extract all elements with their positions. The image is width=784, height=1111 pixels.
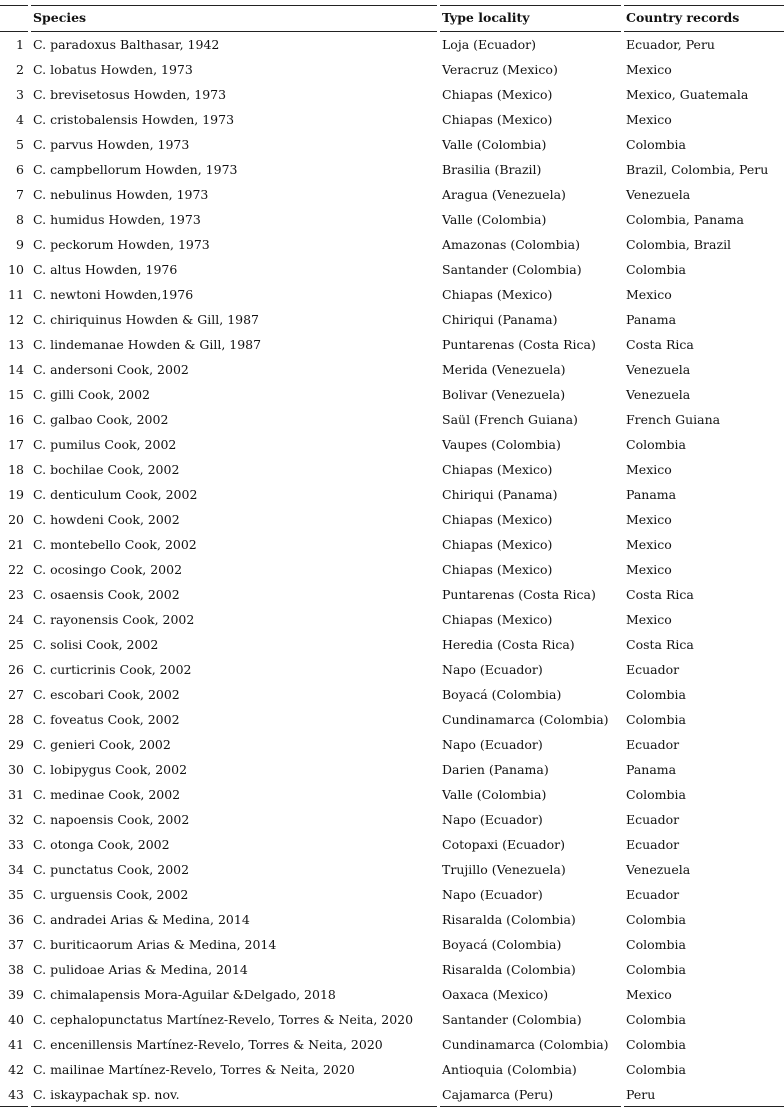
table-row <box>0 932 784 957</box>
row-number: 21 <box>8 536 24 552</box>
row-number: 4 <box>16 111 24 127</box>
country-records: Venezuela <box>626 386 691 402</box>
row-number: 2 <box>16 61 24 77</box>
row-number: 33 <box>8 836 24 852</box>
country-records: Colombia <box>626 261 686 277</box>
row-number: 1 <box>16 36 24 52</box>
country-records: Colombia, Brazil <box>626 236 732 252</box>
species-name: C. cristobalensis Howden, 1973 <box>33 111 235 127</box>
country-records: Colombia, Panama <box>626 211 744 227</box>
table-row <box>0 857 784 882</box>
row-number: 42 <box>8 1061 24 1077</box>
type-locality: Chiapas (Mexico) <box>442 611 553 627</box>
table-row <box>0 207 784 232</box>
table-header <box>0 5 784 30</box>
header-species: Species <box>33 10 87 25</box>
species-name: C. lobipygus Cook, 2002 <box>33 761 188 777</box>
type-locality: Risaralda (Colombia) <box>442 961 576 977</box>
species-name: C. nebulinus Howden, 1973 <box>33 186 209 202</box>
type-locality: Valle (Colombia) <box>442 211 547 227</box>
table-row <box>0 957 784 982</box>
country-records: Peru <box>626 1086 656 1102</box>
species-name: C. ocosingo Cook, 2002 <box>33 561 183 577</box>
table-row <box>0 457 784 482</box>
species-name: C. genieri Cook, 2002 <box>33 736 171 752</box>
table-row <box>0 482 784 507</box>
type-locality: Cundinamarca (Colombia) <box>442 1036 609 1052</box>
header-country-records: Country records <box>626 10 740 25</box>
table-row <box>0 357 784 382</box>
table-row <box>0 82 784 107</box>
row-number: 34 <box>8 861 24 877</box>
row-number: 15 <box>8 386 24 402</box>
type-locality: Chiapas (Mexico) <box>442 86 553 102</box>
species-name: C. andersoni Cook, 2002 <box>33 361 189 377</box>
species-name: C. parvus Howden, 1973 <box>33 136 190 152</box>
country-records: Venezuela <box>626 186 691 202</box>
species-name: C. escobari Cook, 2002 <box>33 686 180 702</box>
row-number: 12 <box>8 311 24 327</box>
table-row <box>0 282 784 307</box>
type-locality: Santander (Colombia) <box>442 261 582 277</box>
table-row <box>0 532 784 557</box>
table-row <box>0 182 784 207</box>
country-records: Ecuador <box>626 736 680 752</box>
country-records: Mexico <box>626 611 672 627</box>
country-records: Mexico <box>626 461 672 477</box>
species-name: C. paradoxus Balthasar, 1942 <box>33 36 220 52</box>
species-name: C. napoensis Cook, 2002 <box>33 811 190 827</box>
country-records: Ecuador <box>626 661 680 677</box>
table-row <box>0 382 784 407</box>
row-number: 3 <box>16 86 24 102</box>
type-locality: Napo (Ecuador) <box>442 661 543 677</box>
table-row <box>0 632 784 657</box>
country-records: Colombia <box>626 711 686 727</box>
table-row <box>0 682 784 707</box>
row-number: 31 <box>8 786 24 802</box>
bottom-rule <box>440 1106 621 1107</box>
country-records: Mexico, Guatemala <box>626 86 749 102</box>
species-name: C. pumilus Cook, 2002 <box>33 436 177 452</box>
country-records: Ecuador <box>626 811 680 827</box>
row-number: 14 <box>8 361 24 377</box>
species-name: C. brevisetosus Howden, 1973 <box>33 86 227 102</box>
bottom-rule <box>31 1106 437 1107</box>
species-name: C. gilli Cook, 2002 <box>33 386 150 402</box>
row-number: 11 <box>8 286 24 302</box>
type-locality: Antioquia (Colombia) <box>442 1061 577 1077</box>
country-records: Colombia <box>626 436 686 452</box>
type-locality: Oaxaca (Mexico) <box>442 986 549 1002</box>
type-locality: Valle (Colombia) <box>442 786 547 802</box>
row-number: 38 <box>8 961 24 977</box>
table-row <box>0 407 784 432</box>
species-name: C. medinae Cook, 2002 <box>33 786 181 802</box>
species-name: C. peckorum Howden, 1973 <box>33 236 210 252</box>
table-row <box>0 1057 784 1082</box>
type-locality: Chiapas (Mexico) <box>442 511 553 527</box>
species-name: C. lobatus Howden, 1973 <box>33 61 193 77</box>
table-row <box>0 607 784 632</box>
table-row <box>0 1007 784 1032</box>
type-locality: Amazonas (Colombia) <box>442 236 581 252</box>
table-row <box>0 157 784 182</box>
species-name: C. encenillensis Martínez-Revelo, Torres & Neita, 2020 <box>33 1036 383 1052</box>
species-name: C. campbellorum Howden, 1973 <box>33 161 238 177</box>
country-records: Venezuela <box>626 361 691 377</box>
type-locality: Chiapas (Mexico) <box>442 561 553 577</box>
country-records: Costa Rica <box>626 336 694 352</box>
country-records: Mexico <box>626 61 672 77</box>
species-name: C. bochilae Cook, 2002 <box>33 461 180 477</box>
country-records: Colombia <box>626 136 686 152</box>
table-row <box>0 582 784 607</box>
type-locality: Boyacá (Colombia) <box>442 686 562 702</box>
row-number: 36 <box>8 911 24 927</box>
type-locality: Cotopaxi (Ecuador) <box>442 836 565 852</box>
table-row <box>0 1082 784 1107</box>
species-name: C. montebello Cook, 2002 <box>33 536 197 552</box>
species-name: C. foveatus Cook, 2002 <box>33 711 180 727</box>
type-locality: Valle (Colombia) <box>442 136 547 152</box>
type-locality: Chiriqui (Panama) <box>442 311 558 327</box>
country-records: Colombia <box>626 961 686 977</box>
table-row <box>0 782 784 807</box>
row-number: 16 <box>8 411 24 427</box>
type-locality: Bolivar (Venezuela) <box>442 386 566 402</box>
country-records: Ecuador <box>626 836 680 852</box>
type-locality: Risaralda (Colombia) <box>442 911 576 927</box>
table-row <box>0 107 784 132</box>
row-number: 18 <box>8 461 24 477</box>
row-number: 29 <box>8 736 24 752</box>
type-locality: Darien (Panama) <box>442 761 549 777</box>
table-row <box>0 332 784 357</box>
table-row <box>0 882 784 907</box>
type-locality: Puntarenas (Costa Rica) <box>442 586 596 602</box>
country-records: Colombia <box>626 786 686 802</box>
country-records: Brazil, Colombia, Peru <box>626 161 769 177</box>
species-name: C. curticrinis Cook, 2002 <box>33 661 192 677</box>
table-row <box>0 32 784 57</box>
table-row <box>0 507 784 532</box>
country-records: Ecuador, Peru <box>626 36 715 52</box>
row-number: 10 <box>8 261 24 277</box>
country-records: Venezuela <box>626 861 691 877</box>
country-records: Panama <box>626 761 677 777</box>
row-number: 26 <box>8 661 24 677</box>
species-name: C. urguensis Cook, 2002 <box>33 886 189 902</box>
row-number: 37 <box>8 936 24 952</box>
species-name: C. howdeni Cook, 2002 <box>33 511 180 527</box>
species-name: C. mailinae Martínez-Revelo, Torres & Neita, 2020 <box>33 1061 355 1077</box>
type-locality: Chiapas (Mexico) <box>442 461 553 477</box>
row-number: 28 <box>8 711 24 727</box>
type-locality: Napo (Ecuador) <box>442 886 543 902</box>
table-row <box>0 707 784 732</box>
row-number: 9 <box>16 236 24 252</box>
species-name: C. humidus Howden, 1973 <box>33 211 201 227</box>
row-number: 30 <box>8 761 24 777</box>
type-locality: Chiriqui (Panama) <box>442 486 558 502</box>
row-number: 24 <box>8 611 24 627</box>
species-name: C. solisi Cook, 2002 <box>33 636 159 652</box>
country-records: French Guiana <box>626 411 721 427</box>
type-locality: Saül (French Guiana) <box>442 411 578 427</box>
table-row <box>0 557 784 582</box>
country-records: Mexico <box>626 286 672 302</box>
type-locality: Chiapas (Mexico) <box>442 111 553 127</box>
row-number: 13 <box>8 336 24 352</box>
table-row <box>0 807 784 832</box>
country-records: Colombia <box>626 686 686 702</box>
row-number: 32 <box>8 811 24 827</box>
type-locality: Heredia (Costa Rica) <box>442 636 575 652</box>
type-locality: Loja (Ecuador) <box>442 36 537 52</box>
row-number: 5 <box>16 136 24 152</box>
country-records: Panama <box>626 311 677 327</box>
species-name: C. rayonensis Cook, 2002 <box>33 611 195 627</box>
row-number: 22 <box>8 561 24 577</box>
table-row <box>0 57 784 82</box>
table-row <box>0 832 784 857</box>
species-name: C. iskaypachak sp. nov. <box>33 1086 180 1102</box>
country-records: Colombia <box>626 1011 686 1027</box>
bottom-rule <box>624 1106 784 1107</box>
type-locality: Brasilia (Brazil) <box>442 161 542 177</box>
table-row <box>0 132 784 157</box>
country-records: Colombia <box>626 1036 686 1052</box>
row-number: 7 <box>16 186 24 202</box>
country-records: Costa Rica <box>626 586 694 602</box>
type-locality: Napo (Ecuador) <box>442 736 543 752</box>
country-records: Ecuador <box>626 886 680 902</box>
species-name: C. punctatus Cook, 2002 <box>33 861 190 877</box>
row-number: 35 <box>8 886 24 902</box>
species-name: C. cephalopunctatus Martínez-Revelo, Torres & Neita, 2020 <box>33 1011 414 1027</box>
row-number: 43 <box>8 1086 24 1102</box>
type-locality: Puntarenas (Costa Rica) <box>442 336 596 352</box>
table-row <box>0 432 784 457</box>
country-records: Mexico <box>626 561 672 577</box>
type-locality: Aragua (Venezuela) <box>442 186 566 202</box>
country-records: Mexico <box>626 511 672 527</box>
country-records: Mexico <box>626 536 672 552</box>
table-row <box>0 757 784 782</box>
type-locality: Merida (Venezuela) <box>442 361 566 377</box>
table-row <box>0 232 784 257</box>
species-name: C. chiriquinus Howden & Gill, 1987 <box>33 311 260 327</box>
species-name: C. chimalapensis Mora-Aguilar &Delgado, 2018 <box>33 986 336 1002</box>
type-locality: Santander (Colombia) <box>442 1011 582 1027</box>
species-name: C. andradei Arias & Medina, 2014 <box>33 911 250 927</box>
species-name: C. osaensis Cook, 2002 <box>33 586 180 602</box>
table-row <box>0 1032 784 1057</box>
row-number: 17 <box>8 436 24 452</box>
table-row <box>0 257 784 282</box>
type-locality: Boyacá (Colombia) <box>442 936 562 952</box>
header-type-locality: Type locality <box>442 10 530 25</box>
type-locality: Chiapas (Mexico) <box>442 536 553 552</box>
table-row <box>0 657 784 682</box>
row-number: 19 <box>8 486 24 502</box>
species-name: C. buriticaorum Arias & Medina, 2014 <box>33 936 277 952</box>
row-number: 27 <box>8 686 24 702</box>
table-row <box>0 907 784 932</box>
species-name: C. altus Howden, 1976 <box>33 261 178 277</box>
table-row <box>0 307 784 332</box>
country-records: Mexico <box>626 111 672 127</box>
type-locality: Trujillo (Venezuela) <box>442 861 566 877</box>
row-number: 40 <box>8 1011 24 1027</box>
country-records: Mexico <box>626 986 672 1002</box>
row-number: 39 <box>8 986 24 1002</box>
type-locality: Chiapas (Mexico) <box>442 286 553 302</box>
row-number: 8 <box>16 211 24 227</box>
row-number: 25 <box>8 636 24 652</box>
row-number: 41 <box>8 1036 24 1052</box>
country-records: Panama <box>626 486 677 502</box>
type-locality: Napo (Ecuador) <box>442 811 543 827</box>
row-number: 6 <box>16 161 24 177</box>
type-locality: Vaupes (Colombia) <box>442 436 561 452</box>
bottom-rule <box>0 1106 28 1107</box>
table-row <box>0 982 784 1007</box>
row-number: 23 <box>8 586 24 602</box>
country-records: Costa Rica <box>626 636 694 652</box>
type-locality: Cajamarca (Peru) <box>442 1086 554 1102</box>
country-records: Colombia <box>626 911 686 927</box>
species-name: C. denticulum Cook, 2002 <box>33 486 198 502</box>
table-row <box>0 732 784 757</box>
type-locality: Veracruz (Mexico) <box>442 61 558 77</box>
species-name: C. otonga Cook, 2002 <box>33 836 170 852</box>
country-records: Colombia <box>626 936 686 952</box>
type-locality: Cundinamarca (Colombia) <box>442 711 609 727</box>
country-records: Colombia <box>626 1061 686 1077</box>
row-number: 20 <box>8 511 24 527</box>
species-name: C. galbao Cook, 2002 <box>33 411 169 427</box>
species-name: C. lindemanae Howden & Gill, 1987 <box>33 336 262 352</box>
species-name: C. newtoni Howden,1976 <box>33 286 194 302</box>
species-name: C. pulidoae Arias & Medina, 2014 <box>33 961 248 977</box>
